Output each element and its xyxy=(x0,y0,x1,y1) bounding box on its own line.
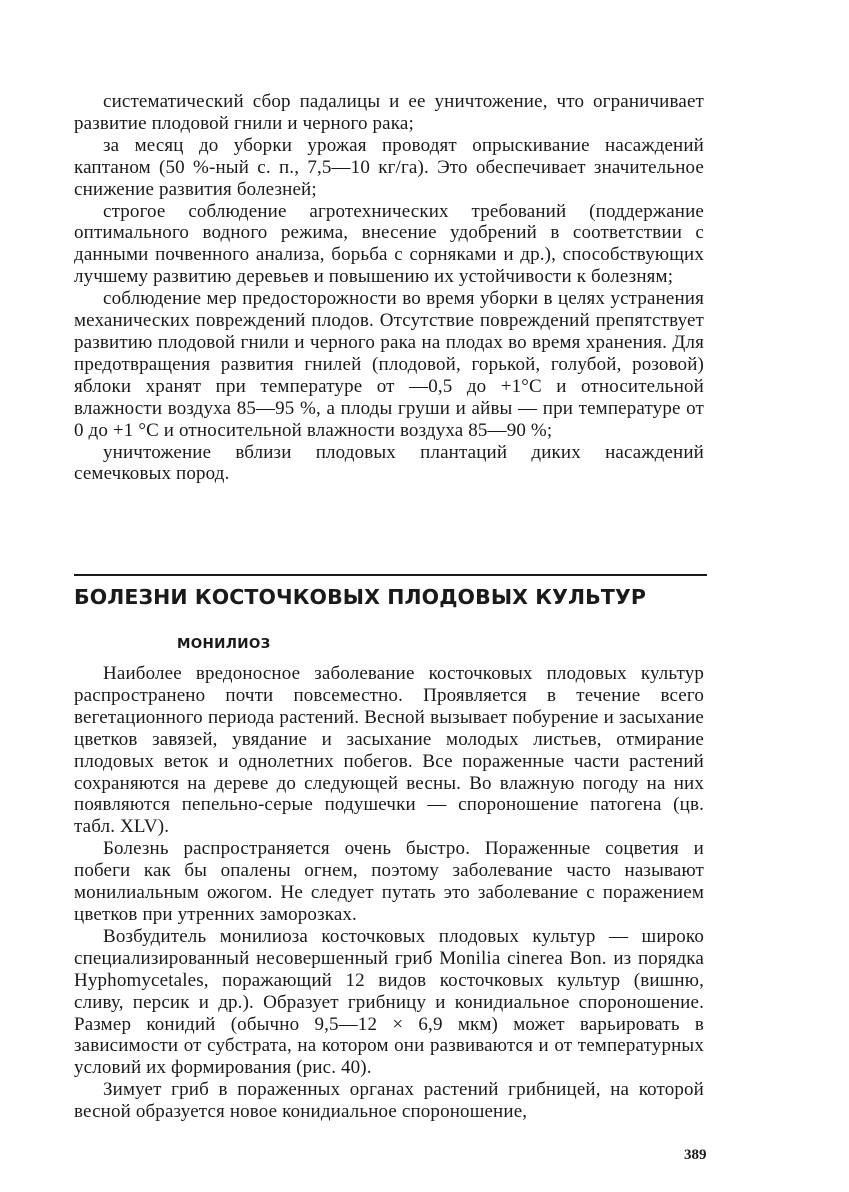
recommendations-list xyxy=(74,91,704,485)
section-divider xyxy=(74,574,707,576)
subsection-title: МОНИЛИОЗ xyxy=(177,636,271,652)
list-item: систематический сбор падалицы и ее уничтожение, что ограничивает развитие плодовой гнили и черного рака; xyxy=(74,91,704,134)
body-paragraph: Зимует гриб в пораженных органах растений грибницей, на которой весной образуется новое конидиальное спороношение, xyxy=(74,1079,704,1123)
body-paragraph: Возбудитель монилиоза косточковых плодовых культур — широко специализированный несовершенный гриб Monilia cinerea Bon. из порядка Hyphomycetales, поражающий 12 видов косточковых культур (вишню, сливу, персик и др.). Образует грибницу и конидиальное спороношение. Размер конидий (обычно 9,5—12 × 6,9 мкм) может варьировать в зависимости от субстрата, на котором они развиваются и от температурных условий их формирования (рис. 40). xyxy=(74,925,704,1079)
section-title: БОЛЕЗНИ КОСТОЧКОВЫХ ПЛОДОВЫХ КУЛЬТУР xyxy=(74,585,647,609)
page-number: 389 xyxy=(684,1147,707,1163)
body-paragraph: Болезнь распространяется очень быстро. Пораженные соцветия и побеги как бы опалены огнем, поэтому заболевание часто называют монилиальным ожогом. Не следует путать это заболевание с поражением цветков при утренних заморозках. xyxy=(74,838,704,925)
section-body xyxy=(74,663,704,1123)
body-paragraph: Наиболее вредоносное заболевание косточковых плодовых культур распространено почти повсеместно. Проявляется в течение всего вегетационного периода растений. Весной вызывает побурение и засыхание цветков завязей, увядание и засыхание молодых листьев, отмирание плодовых веток и однолетних побегов. Все пораженные части растений сохраняются на дереве до следующей весны. Во влажную погоду на них появляются пепельно-серые подушечки — спороношение патогена (цв. табл. XLV). xyxy=(74,663,704,838)
list-item: соблюдение мер предосторожности во время уборки в целях устранения механических повреждений плодов. Отсутствие повреждений препятствует развитию плодовой гнили и черного рака на плодах во время хранения. Для предотвращения развития гнилей (плодовой, горькой, голубой, розовой) яблоки хранят при температуре от —0,5 до +1°С и относительной влажности воздуха 85—95 %, а плоды груши и айвы — при температуре от 0 до +1 °С и относительной влажности воздуха 85—90 %; xyxy=(74,288,704,441)
list-item: строгое соблюдение агротехнических требований (поддержание оптимального водного режима, внесение удобрений в соответствии с данными почвенного анализа, борьба с сорняками и др.), способствующих лучшему развитию деревьев и повышению их устойчивости к болезням; xyxy=(74,200,704,288)
list-item: уничтожение вблизи плодовых плантаций диких насаждений семечковых пород. xyxy=(74,441,704,485)
list-item: за месяц до уборки урожая проводят опрыскивание насаждений каптаном (50 %-ный с. п., 7,5—10 кг/га). Это обеспечивает значительное снижение развития болезней; xyxy=(74,134,704,200)
